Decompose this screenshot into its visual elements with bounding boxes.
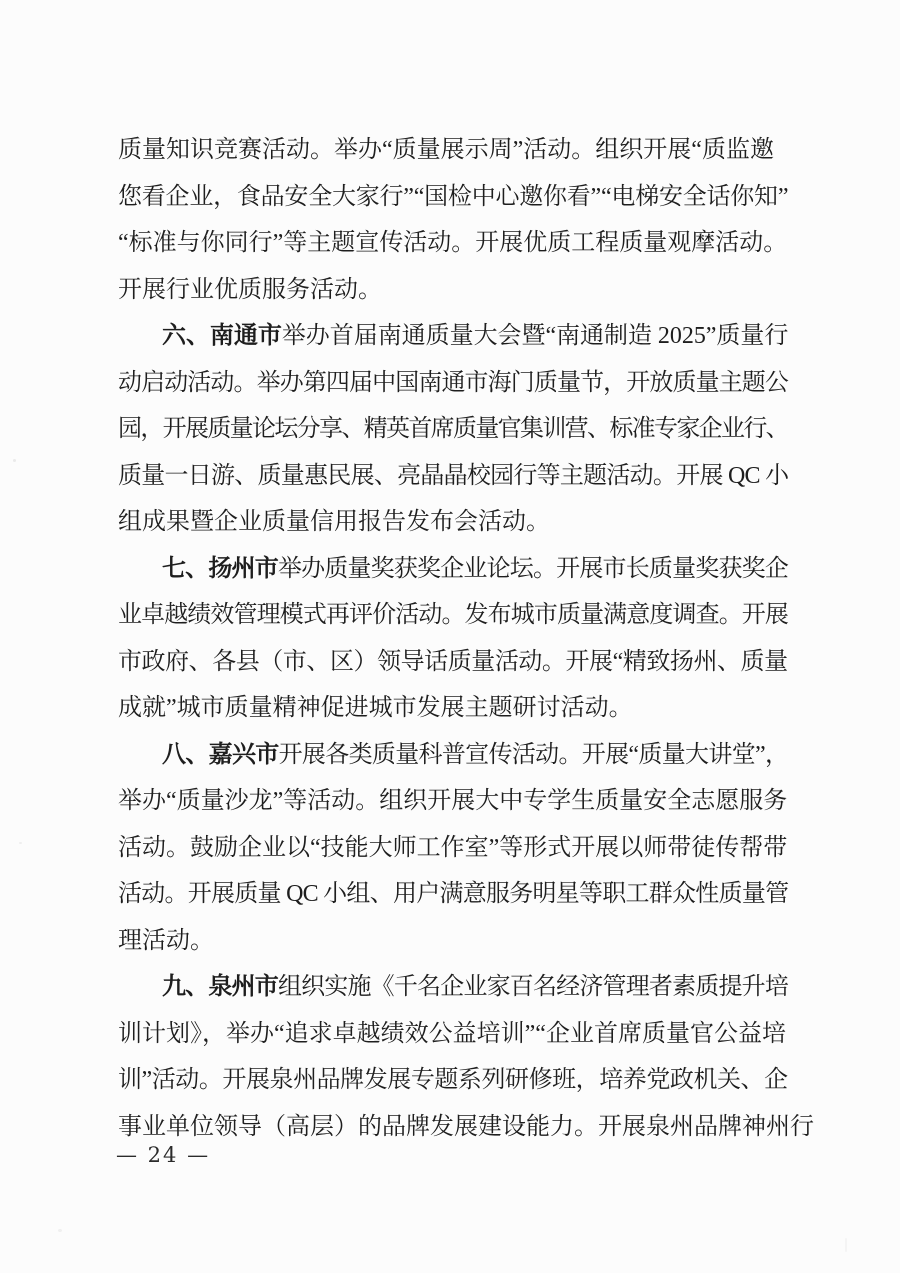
document-line: 举办“质量沙龙”等活动。组织开展大中专学生质量安全志愿服务 — [118, 788, 788, 814]
paragraph — [118, 732, 788, 965]
document-line: 活动。开展质量 QC 小组、用户满意服务明星等职工群众性质量管 — [118, 881, 789, 907]
paragraph — [118, 964, 814, 1150]
document-line: 理活动。 — [118, 927, 214, 954]
scan-speck — [845, 1238, 847, 1252]
document-line: 动启动活动。举办第四届中国南通市海门质量节，开放质量主题公 — [118, 369, 788, 396]
section-heading: 九、泉州市 — [162, 973, 278, 1000]
document-line: 成就”城市质量精神促进城市发展主题研讨活动。 — [118, 695, 633, 721]
document-line: 事业单位领导（高层）的品牌发展建设能力。开展泉州品牌神州行 — [118, 1113, 814, 1140]
document-line: 八、嘉兴市开展各类质量科普宣传活动。开展“质量大讲堂”， — [162, 740, 789, 768]
section-heading: 八、嘉兴市 — [162, 740, 279, 768]
document-line: 质量知识竞赛活动。举办“质量展示周”活动。组织开展“质监邀 — [118, 137, 774, 163]
scan-speck — [13, 459, 16, 462]
page-number: — 24 — — [116, 1143, 211, 1167]
paragraph — [118, 127, 788, 313]
document-line: 开展行业优质服务活动。 — [118, 276, 382, 303]
document-line: 训”活动。开展泉州品牌发展专题系列研修班，培养党政机关、企 — [118, 1067, 788, 1093]
document-line: 质量一日游、质量惠民展、亮晶晶校园行等主题活动。开展 QC 小 — [118, 462, 789, 489]
document-line: 活动。鼓励企业以“技能大师工作室”等形式开展以师带徒传帮带 — [118, 834, 788, 861]
document-line: 七、扬州市举办质量奖获奖企业论坛。开展市长质量奖获奖企 — [162, 554, 789, 582]
document-line: 九、泉州市组织实施《千名企业家百名经济管理者素质提升培 — [162, 973, 789, 1000]
document-line: 市政府、各县（市、区）领导话质量活动。开展“精致扬州、质量 — [118, 648, 788, 675]
page-body — [118, 127, 814, 1150]
section-heading: 六、南通市 — [162, 322, 282, 349]
document-line: “标准与你同行”等主题宣传活动。开展优质工程质量观摩活动。 — [118, 230, 788, 256]
document-line: 训计划》，举办“追求卓越绩效公益培训”“企业首席质量官公益培 — [118, 1020, 786, 1047]
paragraph — [118, 313, 788, 546]
scan-speck — [58, 1229, 62, 1232]
paragraph — [118, 546, 788, 732]
scan-speck — [19, 842, 22, 844]
document-line: 您看企业，食品安全大家行”“国检中心邀你看”“电梯安全话你知” — [118, 183, 789, 210]
document-line: 园，开展质量论坛分享、精英首席质量官集训营、标准专家企业行、 — [118, 416, 788, 442]
document-line: 六、南通市举办首届南通质量大会暨“南通制造 2025”质量行 — [162, 322, 789, 349]
document-line: 组成果暨企业质量信用报告发布会活动。 — [118, 509, 550, 535]
document-line: 业卓越绩效管理模式再评价活动。发布城市质量满意度调查。开展 — [118, 602, 788, 628]
section-heading: 七、扬州市 — [162, 554, 278, 582]
